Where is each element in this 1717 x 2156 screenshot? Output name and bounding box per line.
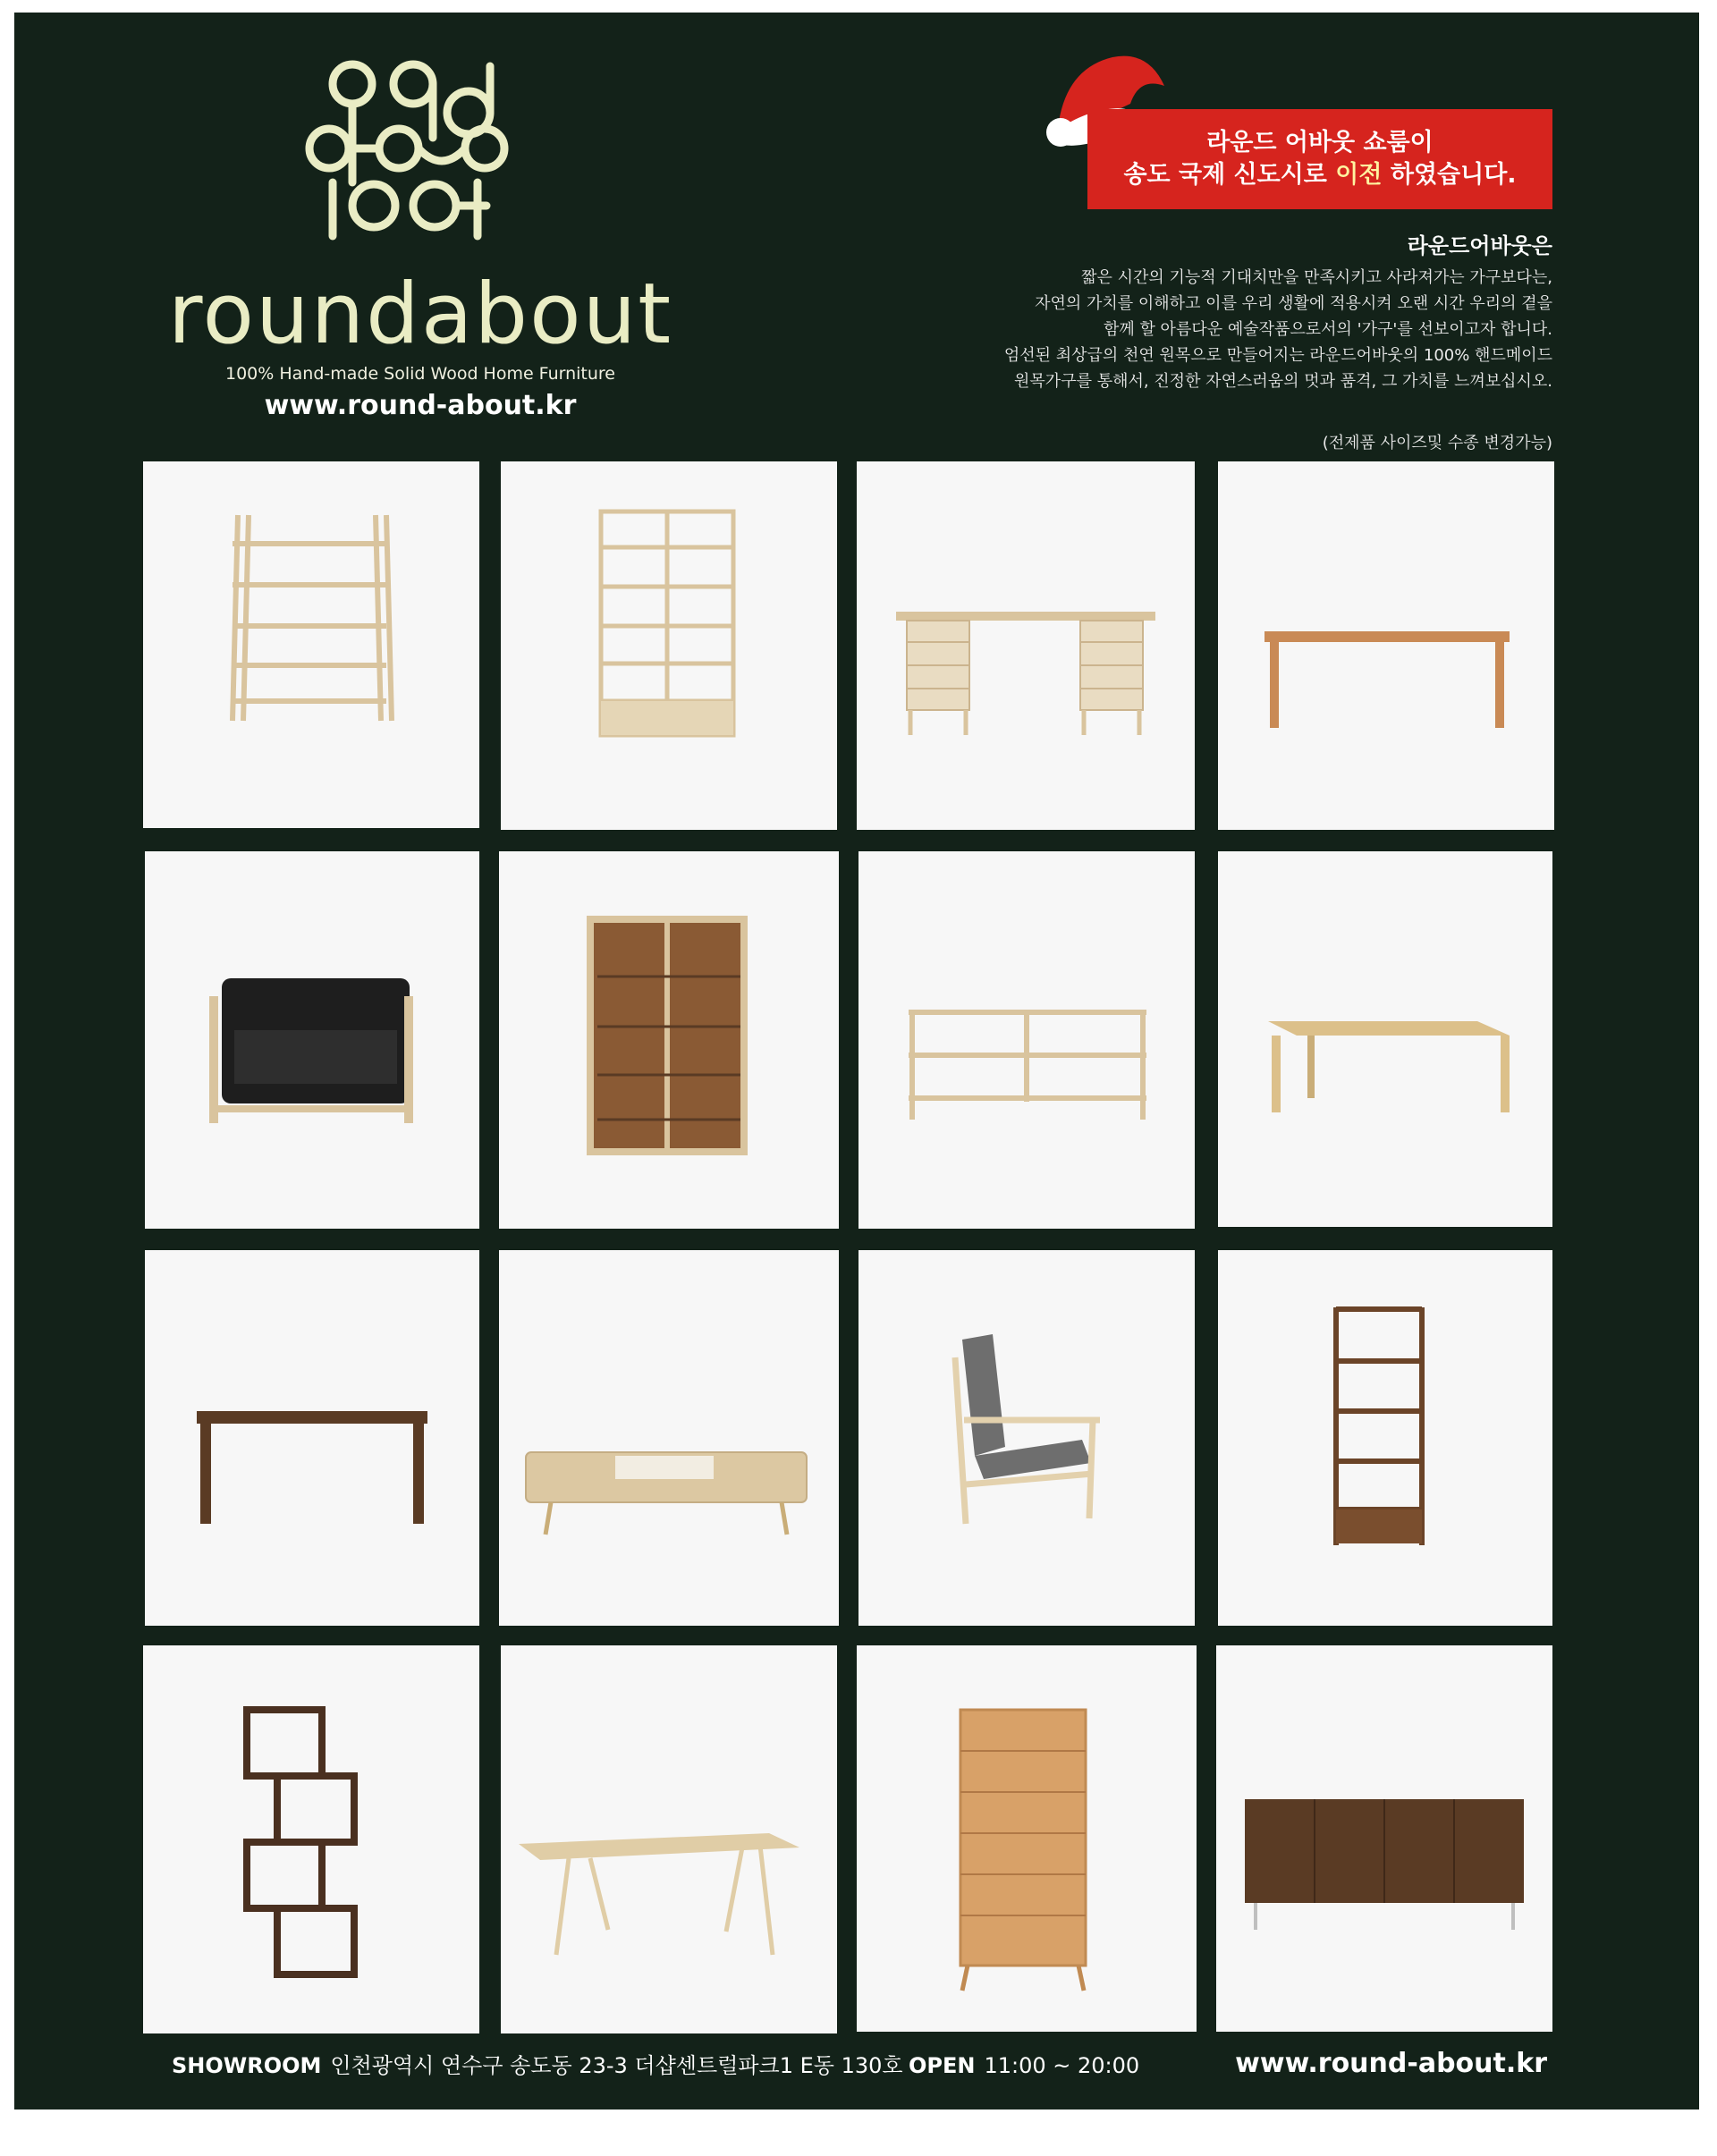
notice-line-1: 라운드 어바웃 쇼룸이 [1206, 129, 1434, 156]
product-tile-walnut-sideboard[interactable] [1216, 1645, 1552, 2032]
brand-name: roundabout [167, 266, 673, 363]
showroom-label: SHOWROOM [172, 2053, 322, 2078]
product-tile-chest-of-drawers[interactable] [857, 1645, 1197, 2032]
ad-page [14, 13, 1699, 2109]
notice-line-2-suffix: 하였습니다. [1382, 161, 1517, 189]
size-note: (전제품 사이즈및 수종 변경가능) [1322, 434, 1552, 452]
product-tile-tv-console[interactable] [499, 1250, 839, 1626]
notice-line-2-prefix: 송도 국제 신도시로 [1123, 161, 1336, 189]
tv-console-icon [499, 1250, 839, 1626]
tagline: 100% Hand-made Solid Wood Home Furniture [224, 364, 615, 384]
product-tile-zigzag-bookcase[interactable] [143, 1645, 479, 2033]
about-line: 엄선된 최상급의 천연 원목으로 만들어지는 라운드어바웃의 100% 핸드메이드 [1003, 346, 1552, 365]
about-line: 자연의 가치를 이해하고 이를 우리 생활에 적용시켜 오랜 시간 우리의 곁을 [1035, 294, 1552, 313]
showroom-address: 인천광역시 연수구 송도동 23-3 더샵센트럴파크1 E동 130호 [330, 2053, 903, 2078]
chest-of-drawers-icon [857, 1645, 1197, 2032]
lounge-chair-icon [858, 1250, 1195, 1626]
roundabout-logo-icon [299, 48, 533, 259]
about-body [748, 265, 1552, 394]
product-tile-tall-open-bookshelf[interactable] [143, 461, 479, 828]
product-tile-desk-with-drawers[interactable] [857, 461, 1195, 830]
product-tile-walnut-table[interactable] [145, 1250, 479, 1626]
notice-highlight: 이전 [1335, 161, 1383, 189]
walnut-etagere-icon [1218, 1250, 1552, 1626]
footer-website-link[interactable]: www.round-about.kr [1235, 2048, 1547, 2079]
footer [14, 2044, 1699, 2089]
desk-with-drawers-icon [857, 461, 1195, 830]
notice-line-2 [1087, 159, 1552, 191]
open-hours-info [909, 2050, 1139, 2082]
about-title: 라운드어바웃은 [1407, 233, 1552, 258]
product-tile-dining-table[interactable] [1218, 461, 1554, 830]
product-tile-leather-armchair[interactable] [145, 851, 479, 1229]
relocation-notice [1087, 109, 1552, 209]
product-tile-bookcase-with-cabinet[interactable] [501, 461, 837, 830]
walnut-sideboard-icon [1216, 1645, 1552, 2032]
tall-open-bookshelf-icon [143, 461, 479, 828]
showroom-info [172, 2050, 903, 2082]
product-tile-glass-door-display-cabinet[interactable] [499, 851, 839, 1229]
low-open-shelf-icon [858, 851, 1195, 1229]
zigzag-bookcase-icon [143, 1645, 479, 2033]
writing-desk-icon [501, 1645, 837, 2033]
dining-table-light-icon [1218, 851, 1552, 1227]
website-link[interactable]: www.round-about.kr [264, 390, 577, 421]
product-tile-walnut-etagere[interactable] [1218, 1250, 1552, 1626]
product-tile-lounge-chair[interactable] [858, 1250, 1195, 1626]
bookcase-with-cabinet-icon [501, 461, 837, 830]
open-hours: 11:00 ~ 20:00 [984, 2053, 1140, 2078]
about-line: 함께 할 아름다운 예술작품으로서의 '가구'를 선보이고자 합니다. [1103, 320, 1552, 339]
dining-table-icon [1218, 461, 1554, 830]
open-label: OPEN [909, 2053, 976, 2078]
leather-armchair-icon [145, 851, 479, 1229]
about-line: 짧은 시간의 기능적 기대치만을 만족시키고 사라져가는 가구보다는, [1081, 268, 1552, 287]
walnut-table-icon [145, 1250, 479, 1626]
product-tile-writing-desk[interactable] [501, 1645, 837, 2033]
product-tile-low-open-shelf[interactable] [858, 851, 1195, 1229]
glass-door-display-cabinet-icon [499, 851, 839, 1229]
about-line: 원목가구를 통해서, 진정한 자연스러움의 멋과 품격, 그 가치를 느껴보십시오. [1014, 372, 1552, 391]
product-tile-dining-table-light[interactable] [1218, 851, 1552, 1227]
